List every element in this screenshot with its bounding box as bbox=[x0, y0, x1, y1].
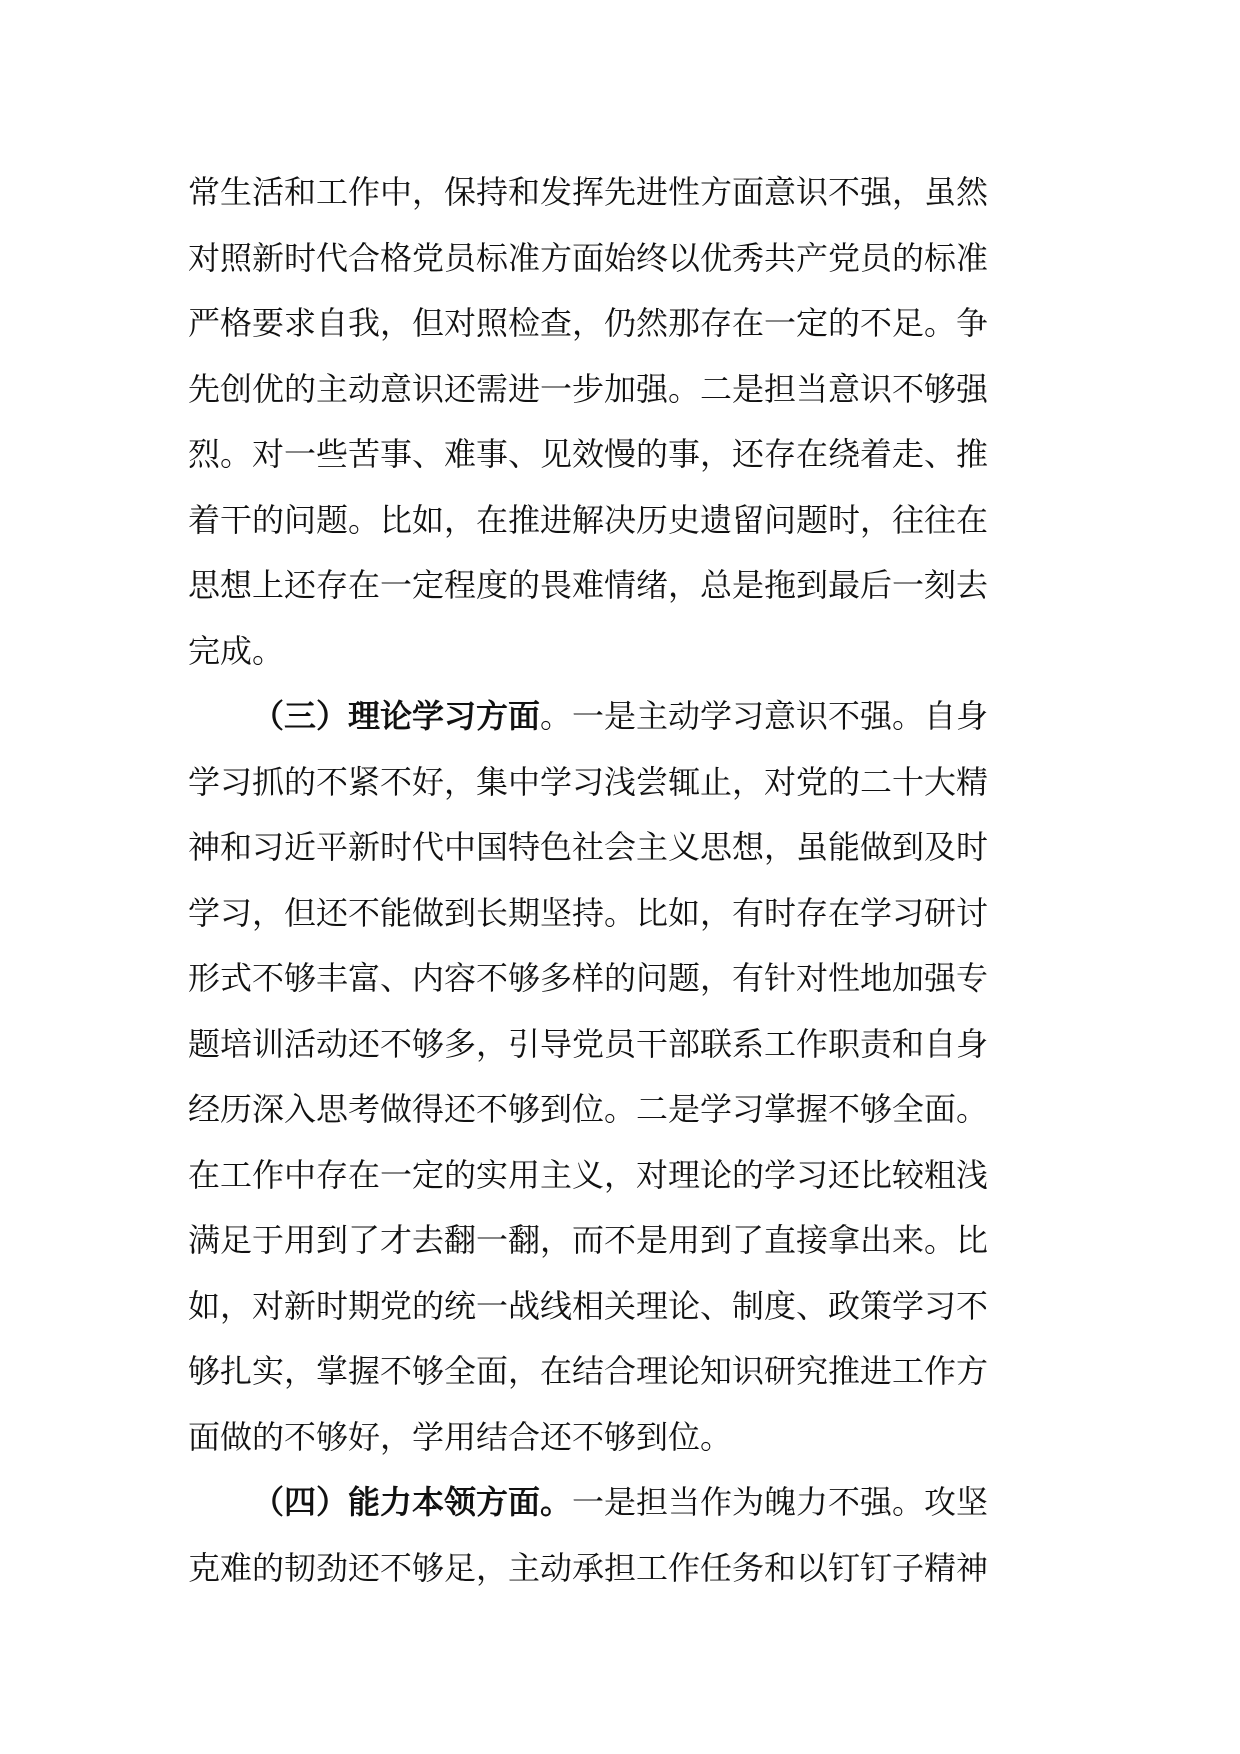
text-line: 克难的韧劲还不够足，主动承担工作任务和以钉钉子精神 bbox=[188, 1548, 989, 1587]
text-line: 满足于用到了才去翻一翻，而不是用到了直接拿出来。比 bbox=[188, 1221, 989, 1259]
text-line: 形式不够丰富、内容不够多样的问题，有针对性地加强专 bbox=[188, 959, 989, 997]
paragraph-party-spirit bbox=[188, 160, 1058, 684]
paragraph-ability bbox=[188, 1470, 1058, 1601]
text-line: 完成。 bbox=[188, 631, 285, 670]
document-body bbox=[188, 160, 1058, 1601]
text-line: 对照新时代合格党员标准方面始终以优秀共产党员的标准 bbox=[188, 238, 989, 277]
text-line: 题培训活动还不够多，引导党员干部联系工作职责和自身 bbox=[188, 1024, 989, 1063]
text-line: 常生活和工作中，保持和发挥先进性方面意识不强，虽然 bbox=[188, 173, 989, 211]
text-line: 在工作中存在一定的实用主义，对理论的学习还比较粗浅 bbox=[188, 1155, 989, 1194]
section-heading: （四）能力本领方面。 bbox=[252, 1483, 573, 1521]
text-line: 面做的不够好，学用结合还不够到位。 bbox=[188, 1417, 733, 1456]
text-line: 经历深入思考做得还不够到位。二是学习掌握不够全面。 bbox=[188, 1090, 989, 1128]
text-line: 学习抓的不紧不好，集中学习浅尝辄止，对党的二十大精 bbox=[188, 762, 989, 801]
text-line: 学习，但还不能做到长期坚持。比如，有时存在学习研讨 bbox=[188, 893, 989, 932]
text-line: 严格要求自我，但对照检查，仍然那存在一定的不足。争 bbox=[188, 304, 989, 342]
text-line: 烈。对一些苦事、难事、见效慢的事，还存在绕着走、推 bbox=[188, 435, 989, 473]
text-line: 够扎实，掌握不够全面，在结合理论知识研究推进工作方 bbox=[188, 1352, 989, 1390]
text-run: 。一是主动学习意识不强。自身 bbox=[540, 697, 989, 735]
text-line: 如，对新时期党的统一战线相关理论、制度、政策学习不 bbox=[188, 1286, 989, 1325]
paragraph-theory-study bbox=[188, 684, 1058, 1470]
text-line: 先创优的主动意识还需进一步加强。二是担当意识不够强 bbox=[188, 369, 989, 408]
text-run: 一是担当作为魄力不强。攻坚 bbox=[572, 1483, 989, 1521]
paragraph-first-line bbox=[188, 684, 1058, 750]
text-line: 神和习近平新时代中国特色社会主义思想，虽能做到及时 bbox=[188, 828, 989, 866]
section-heading: （三）理论学习方面 bbox=[252, 697, 541, 735]
text-line: 思想上还存在一定程度的畏难情绪，总是拖到最后一刻去 bbox=[188, 566, 989, 604]
paragraph-first-line bbox=[188, 1470, 1058, 1536]
text-line: 着干的问题。比如，在推进解决历史遗留问题时，往往在 bbox=[188, 500, 989, 539]
